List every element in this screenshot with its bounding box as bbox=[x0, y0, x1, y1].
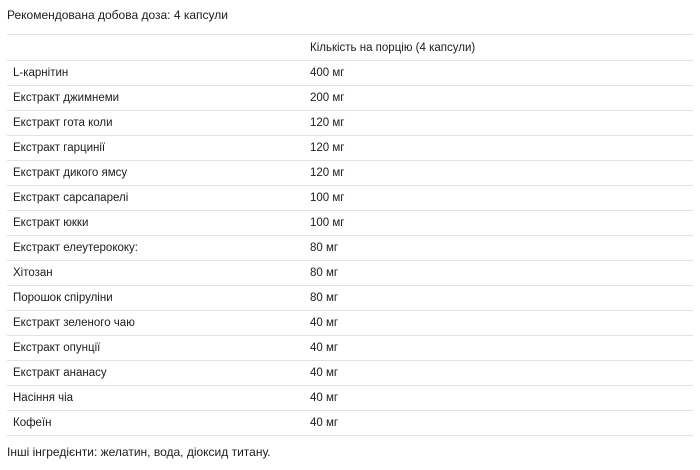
ingredient-name: Хітозан bbox=[13, 267, 53, 279]
header-amount-cell: Кількість на порцію (4 капсули) bbox=[310, 41, 476, 54]
ingredient-amount: 80 мг bbox=[310, 267, 339, 279]
ingredient-amount: 400 мг bbox=[310, 67, 345, 79]
ingredient-amount: 80 мг bbox=[310, 242, 339, 254]
table-row bbox=[7, 211, 693, 236]
table-row bbox=[7, 361, 693, 386]
recommended-dose-text: Рекомендована добова доза: 4 капсули bbox=[7, 8, 228, 22]
table-row bbox=[7, 236, 693, 261]
table-row bbox=[7, 311, 693, 336]
table-row bbox=[7, 136, 693, 161]
ingredient-name: Екстракт зеленого чаю bbox=[13, 317, 135, 329]
ingredient-name: Екстракт ананасу bbox=[13, 367, 107, 379]
table-row bbox=[7, 386, 693, 411]
ingredient-name: Екстракт сарсапарелі bbox=[13, 192, 129, 204]
ingredient-name: L-карнітин bbox=[13, 67, 69, 79]
table-row bbox=[7, 161, 693, 186]
table-row bbox=[7, 186, 693, 211]
ingredient-amount: 40 мг bbox=[310, 392, 339, 404]
ingredient-name: Екстракт гота коли bbox=[13, 117, 113, 129]
ingredient-amount: 40 мг bbox=[310, 367, 339, 379]
ingredient-amount: 100 мг bbox=[310, 192, 345, 204]
ingredient-name: Екстракт юкки bbox=[13, 217, 89, 229]
ingredient-name: Екстракт елеутерококу: bbox=[13, 242, 138, 254]
ingredient-name: Екстракт опунції bbox=[13, 342, 101, 354]
ingredient-amount: 40 мг bbox=[310, 417, 339, 429]
ingredient-name: Насіння чіа bbox=[13, 392, 74, 404]
table-row bbox=[7, 261, 693, 286]
ingredient-amount: 40 мг bbox=[310, 342, 339, 354]
ingredient-amount: 120 мг bbox=[310, 117, 345, 129]
ingredient-amount: 80 мг bbox=[310, 292, 339, 304]
table-row bbox=[7, 61, 693, 86]
ingredient-name: Екстракт гарцинії bbox=[13, 142, 106, 154]
ingredient-amount: 120 мг bbox=[310, 142, 345, 154]
table-row bbox=[7, 411, 693, 436]
table-row bbox=[7, 111, 693, 136]
ingredient-amount: 200 мг bbox=[310, 92, 345, 104]
ingredient-name: Екстракт джимнеми bbox=[13, 92, 120, 104]
other-ingredients-text: Інші інгредієнти: желатин, вода, діоксид титану. bbox=[7, 445, 271, 459]
ingredient-amount: 40 мг bbox=[310, 317, 339, 329]
table-row bbox=[7, 286, 693, 311]
ingredient-name: Кофеїн bbox=[13, 417, 52, 429]
supplement-facts-table bbox=[7, 34, 693, 436]
ingredient-amount: 100 мг bbox=[310, 217, 345, 229]
table-header-row bbox=[7, 35, 693, 61]
table-row bbox=[7, 86, 693, 111]
ingredient-name: Порошок спіруліни bbox=[13, 292, 113, 304]
ingredient-name: Екстракт дикого ямсу bbox=[13, 167, 128, 179]
ingredient-amount: 120 мг bbox=[310, 167, 345, 179]
table-row bbox=[7, 336, 693, 361]
